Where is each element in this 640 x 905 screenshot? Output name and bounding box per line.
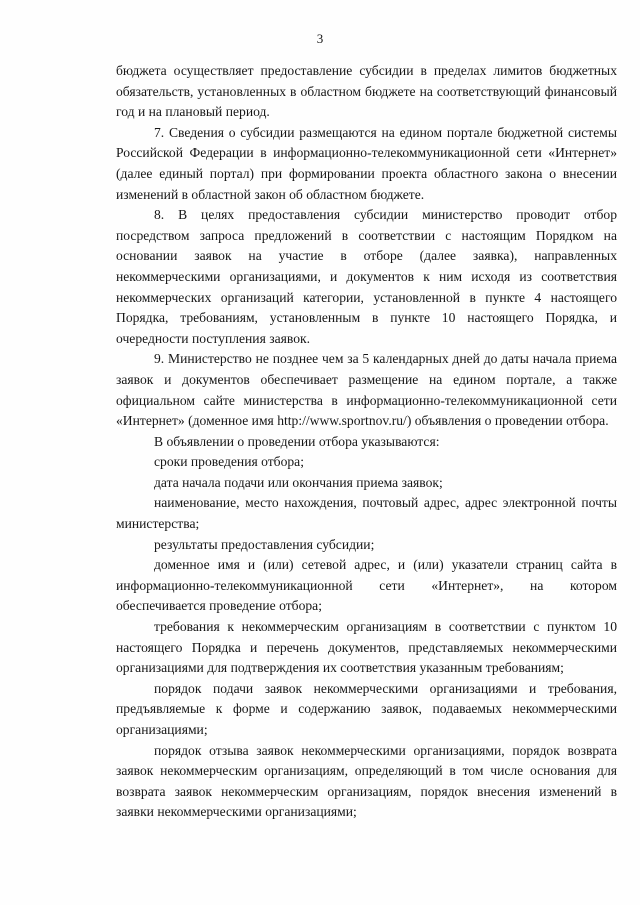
paragraph-continuation: бюджета осуществляет предоставление субсидии в пределах лимитов бюджетных обязательств, установленных в областном бюджете на соответствующий финансовый год и на плановый период. xyxy=(116,63,617,120)
list-item: дата начала подачи или окончания приема заявок; xyxy=(154,474,443,490)
list-item: порядок отзыва заявок некоммерческими организациями, порядок возврата заявок некоммерческим организациям, определяющий в том числе основания для возврата заявок некоммерческим организациям, порядок внесения изменений в заявки некоммерческими организациями; xyxy=(116,742,617,820)
list-item: результаты предоставления субсидии; xyxy=(154,536,375,552)
announcement-intro: В объявлении о проведении отбора указываются: xyxy=(154,433,440,449)
document-body xyxy=(116,61,617,823)
list-item: доменное имя и (или) сетевой адрес, и (или) указатели страниц сайта в информационно-телекоммуникационной сети «Интернет», на котором обеспечивается проведение отбора; xyxy=(116,557,617,614)
paragraph-7: 7. Сведения о субсидии размещаются на едином портале бюджетной системы Российской Федерации в информационно-телекоммуникационной сети «Интернет» (далее единый портал) при формировании проекта областного закона о внесении изменений в областной закон об областном бюджете. xyxy=(116,124,617,202)
paragraph-9: 9. Министерство не позднее чем за 5 календарных дней до даты начала приема заявок и документов обеспечивает размещение на едином портале, а также официальном сайте министерства в информационно-телекоммуникационной сети «Интернет» (доменное имя http://www.sportnov.ru/) объявления о проведении отбора. xyxy=(116,351,617,429)
page-number: 3 xyxy=(316,31,324,46)
list-item: сроки проведения отбора; xyxy=(154,454,304,470)
list-item: порядок подачи заявок некоммерческими организациями и требования, предъявляемые к форме и содержанию заявок, подаваемых некоммерческими организациями; xyxy=(116,680,617,737)
paragraph-8: 8. В целях предоставления субсидии министерство проводит отбор посредством запроса предложений в соответствии с настоящим Порядком на основании заявок на участие в отборе (далее заявка), направленных некоммерческими организациями, и документов к ним исходя из соответствия некоммерческих организаций категории, установленной в пункте 4 настоящего Порядка, требованиям, установленным в пункте 10 настоящего Порядка, и очередности поступления заявок. xyxy=(116,207,617,346)
list-item: требования к некоммерческим организациям в соответствии с пунктом 10 настоящего Порядка и перечень документов, представляемых некоммерческими организациями для подтверждения их соответствия указанным требованиям; xyxy=(116,619,617,676)
list-item: наименование, место нахождения, почтовый адрес, адрес электронной почты министерства; xyxy=(116,495,617,532)
